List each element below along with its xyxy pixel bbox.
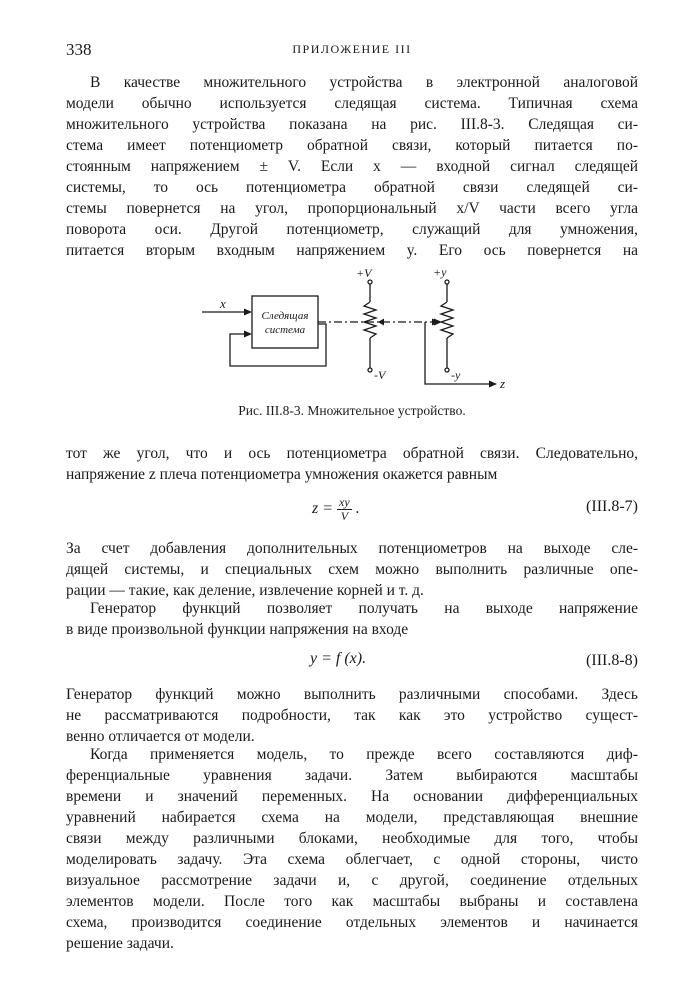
paragraph-3: [66, 538, 638, 601]
text-line: стоянным напряжением ± V. Если x — входной сигнал следящей: [66, 158, 638, 175]
text-line: дящей системы, и специальных схем можно выполнить различные опе-: [66, 561, 638, 578]
servo-block: [252, 296, 318, 348]
paragraph-1: [66, 72, 638, 261]
text-line: ференциальные уравнения задачи. Затем выбираются масштабы: [66, 767, 638, 784]
pot1-bottom-terminal: [368, 368, 372, 372]
page-number: 338: [66, 40, 92, 59]
text-line: времени и значений переменных. На основании дифференциальных: [66, 788, 638, 805]
equation-iii-8-8: [66, 646, 638, 680]
plus-y-label: +y: [433, 265, 447, 279]
text-line: элементов модели. После того как масштабы выбраны и составлена: [66, 893, 638, 910]
fraction: [337, 496, 352, 523]
text-line: питается вторым входным напряжением y. Его ось повернется на: [66, 242, 638, 259]
equation-iii-8-7: [66, 492, 638, 526]
text-line: уравнений набирается схема на модели, представляющая внешние: [66, 809, 638, 826]
servo-label-line1: Следящая: [261, 310, 309, 322]
paragraph-5: [66, 684, 638, 747]
equation-body: [312, 496, 360, 523]
text-line: стема имеет потенциометр обратной связи, который питается по-: [66, 137, 638, 154]
output-arrow-icon: [489, 381, 497, 388]
running-title: ПРИЛОЖЕНИЕ III: [292, 42, 412, 56]
page-header: [66, 40, 638, 62]
text-line: стемы повернется на угол, пропорциональный x/V части всего угла: [66, 200, 638, 217]
text-line: В качестве множительного устройства в электронной аналоговой: [90, 74, 638, 91]
equation-number: (III.8-8): [586, 652, 638, 669]
equation-lhs: z =: [312, 500, 334, 518]
servo-label-line2: система: [264, 324, 306, 336]
pot2-resistor: [441, 302, 453, 338]
paragraph-2: [66, 443, 638, 485]
text-line: напряжение z плеча потенциометра умножения окажется равным: [66, 466, 498, 483]
text-line: связи между различными блоками, необходимые для того, чтобы: [66, 830, 638, 847]
text-line: рации — такие, как деление, извлечение корней и т. д.: [66, 582, 424, 599]
text-line: За счет добавления дополнительных потенциометров на выходе сле-: [66, 540, 638, 557]
plus-v-label: +V: [356, 266, 372, 280]
equation-number: (III.8-7): [586, 498, 638, 515]
text-line: тот же угол, что и ось потенциометра обратной связи. Следовательно,: [66, 445, 638, 462]
input-arrow-icon: [244, 309, 252, 316]
input-label: x: [220, 296, 226, 311]
text-line: визуальное рассмотрение задачи и, с другой, соединение отдельных: [66, 872, 638, 889]
minus-v-label: -V: [374, 368, 386, 382]
pot1-top-terminal: [368, 280, 372, 284]
text-line: моделировать задачу. Эта схема облегчает, с одной стороны, чисто: [66, 851, 638, 868]
pot1-wiper-icon: [378, 319, 384, 326]
multiplier-diagram: [200, 262, 530, 402]
pot1-resistor: [364, 302, 376, 338]
figure-caption: Рис. III.8-3. Множительное устройство.: [238, 403, 466, 418]
text-line: не рассматриваются подробности, так как это устройство сущест-: [66, 707, 638, 724]
text-line: модели обычно используется следящая система. Типичная схема: [66, 95, 638, 112]
fraction-numerator: xy: [339, 495, 350, 509]
equation-tail: .: [355, 500, 360, 518]
text-line: Когда применяется модель, то прежде всего составляются диф-: [90, 746, 638, 763]
equation-body: y = f (x).: [310, 650, 367, 667]
text-line: в виде произвольной функции напряжения на входе: [66, 621, 409, 638]
paragraph-6: [66, 744, 638, 954]
fraction-denominator: V: [340, 509, 349, 523]
output-label: z: [500, 376, 506, 391]
pot2-top-terminal: [445, 280, 449, 284]
paragraph-4: [66, 598, 638, 640]
text-line: решение задачи.: [66, 935, 174, 952]
text-line: схема, производится соединение отдельных элементов и начинается: [66, 914, 638, 931]
text-line: Генератор функций позволяет получать на выходе напряжение: [90, 600, 638, 617]
text-line: поворота оси. Другой потенциометр, служащий для умножения,: [66, 221, 638, 238]
text-line: венно отличается от модели.: [66, 728, 255, 745]
text-line: множительного устройства показана на рис. III.8-3. Следящая си-: [66, 116, 638, 133]
text-line: Генератор функций можно выполнить различными способами. Здесь: [66, 686, 638, 703]
minus-y-label: -y: [451, 368, 461, 382]
text-line: системы, то ось потенциометра обратной связи следящей си-: [66, 179, 638, 196]
pot2-bottom-terminal: [445, 368, 449, 372]
feedback-arrow-icon: [244, 331, 252, 338]
